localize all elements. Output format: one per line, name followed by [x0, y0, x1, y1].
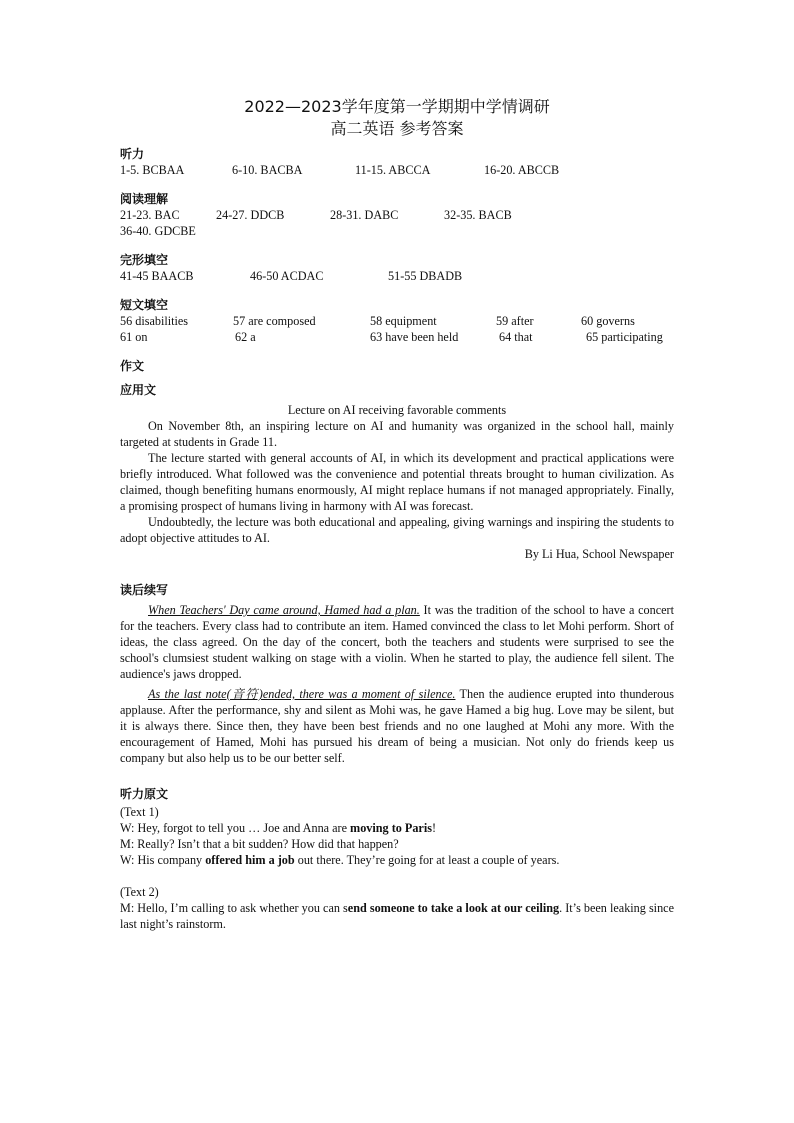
answer-sheet [120, 96, 674, 932]
dialogue-line: W: His company offered him a job out there. They’re going for at least a couple of years. [120, 853, 560, 867]
answer-group: 6-10. BACBA [232, 163, 303, 177]
reading-answers-row2 [120, 223, 674, 239]
practical-writing-heading: 应用文 [120, 383, 157, 397]
answer-group: 11-15. ABCCA [355, 163, 431, 177]
key-phrase: offered him a job [205, 853, 295, 867]
grammar-fill-row2 [120, 329, 674, 345]
grammar-fill-row1 [120, 313, 674, 329]
article-signature: By Li Hua, School Newspaper [524, 547, 674, 561]
continuation-writing-heading: 读后续写 [120, 583, 169, 597]
answer-group: 16-20. ABCCB [484, 163, 560, 177]
reading-answers-row1 [120, 207, 674, 223]
answer-group: 51-55 DBADB [388, 269, 463, 283]
writing-heading: 作文 [120, 359, 145, 373]
reading-heading: 阅读理解 [120, 192, 169, 206]
transcript-heading: 听力原文 [120, 787, 169, 801]
answer-group: 46-50 ACDAC [250, 269, 324, 283]
given-opening-sentence: As the last note(音符)ended, there was a moment of silence. [148, 687, 456, 701]
continuation-paragraph-2 [120, 686, 674, 766]
answer-group: 36-40. GDCBE [120, 224, 196, 238]
fill-answer: 61 on [120, 330, 148, 344]
page-subtitle: 高二英语 参考答案 [330, 119, 464, 138]
listening-answers [120, 162, 674, 178]
given-opening-sentence: When Teachers' Day came around, Hamed had a plan. [148, 603, 420, 617]
article-paragraph: The lecture started with general accounts of AI, in which its development and practical applications were briefly introduced. What followed was the convenience and potential threats brought to human civilization. As claimed, though benefiting humans enormously, AI might replace humans if not managed appropriately. Finally, a promising prospect of humans living in harmony with AI was forecast. [120, 451, 674, 513]
answer-group: 41-45 BAACB [120, 269, 194, 283]
fill-answer: 57 are composed [233, 314, 316, 328]
fill-answer: 60 governs [581, 314, 635, 328]
text-label: (Text 1) [120, 805, 159, 819]
continuation-paragraph-1 [120, 602, 674, 682]
fill-answer: 56 disabilities [120, 314, 189, 328]
fill-answer: 62 a [235, 330, 256, 344]
cloze-heading: 完形填空 [120, 253, 169, 267]
answer-group: 24-27. DDCB [216, 208, 285, 222]
key-phrase: moving to Paris [350, 821, 432, 835]
article-paragraph: Undoubtedly, the lecture was both educational and appealing, giving warnings and inspiring the students to adopt objective attitudes to AI. [120, 515, 674, 545]
article-paragraph: On November 8th, an inspiring lecture on AI and humanity was organized in the school hall, mainly targeted at students in Grade 11. [120, 419, 674, 449]
answer-group: 32-35. BACB [444, 208, 512, 222]
grammar-fill-heading: 短文填空 [120, 298, 169, 312]
transcript-text-2 [120, 884, 674, 932]
article-title: Lecture on AI receiving favorable comments [287, 403, 507, 417]
cloze-answers [120, 268, 674, 284]
paragraph-body: It was the tradition of the school to have a concert for the teachers. Every class had to contribute an item. Hamed convinced the class to let Mohi perform. Short of ideas, the class agreed. On the day of the concert, both the teachers and students were surprised to see the school's clumsiest student walking on stage with a violin. When he started to play, the audience fell silent. The audience's jaws dropped. [120, 603, 674, 681]
paragraph-body: Then the audience erupted into thunderous applause. After the performance, shy and silent as Mohi was, he gave Hamed a big hug. Love may be silent, but it is always there. Since then, they have been best friends and no one laughed at Mohi any more. With the encouragement of Hamed, Mohi has pursued his dream of being a musician. Not only do friends keep us company but also help us to be our better self. [120, 687, 674, 765]
key-phrase: end someone to take a look at our ceiling [347, 901, 560, 915]
fill-answer: 64 that [499, 330, 533, 344]
page-title: 2022—2023学年度第一学期期中学情调研 [244, 97, 550, 116]
answer-group: 28-31. DABC [330, 208, 399, 222]
dialogue-line: M: Really? Isn’t that a bit sudden? How did that happen? [120, 837, 399, 851]
text-label: (Text 2) [120, 885, 159, 899]
dialogue-line: W: Hey, forgot to tell you … Joe and Anna are moving to Paris! [120, 821, 437, 835]
fill-answer: 59 after [496, 314, 534, 328]
dialogue-line: M: Hello, I’m calling to ask whether you can send someone to take a look at our ceiling. It’s been leaking since last night’s rainstorm. [120, 901, 674, 931]
fill-answer: 58 equipment [370, 314, 437, 328]
listening-heading: 听力 [120, 147, 145, 161]
transcript-text-1 [120, 804, 674, 868]
answer-group: 1-5. BCBAA [120, 163, 185, 177]
fill-answer: 65 participating [586, 330, 663, 344]
fill-answer: 63 have been held [370, 330, 459, 344]
answer-group: 21-23. BAC [120, 208, 180, 222]
